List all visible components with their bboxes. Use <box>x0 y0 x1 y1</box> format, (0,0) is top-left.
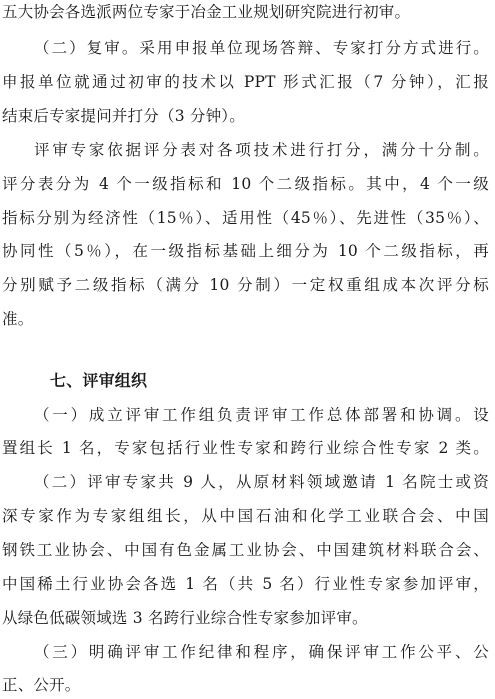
paragraph-line: 中国稀土行业协会各选 1 名（共 5 名）行业性专家参加评审， <box>2 575 489 593</box>
paragraph-line: 准。 <box>2 310 34 328</box>
paragraph-line: 结束后专家提问并打分（3 分钟）。 <box>2 107 245 125</box>
paragraph-line: 五大协会各选派两位专家于冶金工业规划研究院进行初审。 <box>2 3 411 21</box>
paragraph-line: 协同性（5％），在一级指标基础上细分为 10 个二级指标，再 <box>2 242 489 260</box>
paragraph-line: （一）成立评审工作组负责评审工作总体部署和协调。设 <box>34 406 489 424</box>
section-heading: 七、评审组织 <box>50 371 148 390</box>
paragraph-line: 申报单位就通过初审的技术以 PPT 形式汇报（7 分钟），汇报 <box>2 73 489 91</box>
paragraph-line: 正、公开。 <box>2 676 81 694</box>
paragraph-line: 评分表分为 4 个一级指标和 10 个二级指标。其中，4 个一级 <box>2 175 489 193</box>
paragraph-line: 深专家作为专家组组长，从中国石油和化学工业联合会、中国 <box>2 507 489 525</box>
paragraph-line: 钢铁工业协会、中国有色金属工业协会、中国建筑材料联合会、 <box>2 541 489 559</box>
paragraph-line: （二）复审。采用申报单位现场答辩、专家打分方式进行。 <box>34 39 489 57</box>
paragraph-line: 指标分别为经济性（15％）、适用性（45％）、先进性（35％）、 <box>2 209 489 227</box>
paragraph-line: （二）评审专家共 9 人，从原材料领域邀请 1 名院士或资 <box>34 473 489 491</box>
paragraph-line: 分别赋予二级指标（满分 10 分制）一定权重组成本次评分标 <box>2 276 489 294</box>
paragraph-line: 置组长 1 名，专家包括行业性专家和跨行业综合性专家 2 类。 <box>2 439 489 457</box>
paragraph-line: 从绿色低碳领域选 3 名跨行业综合性专家参加评审。 <box>2 609 368 627</box>
paragraph-line: 评审专家依据评分表对各项技术进行打分，满分十分制。 <box>34 141 489 159</box>
paragraph-line: （三）明确评审工作纪律和程序，确保评审工作公平、公 <box>34 643 489 661</box>
